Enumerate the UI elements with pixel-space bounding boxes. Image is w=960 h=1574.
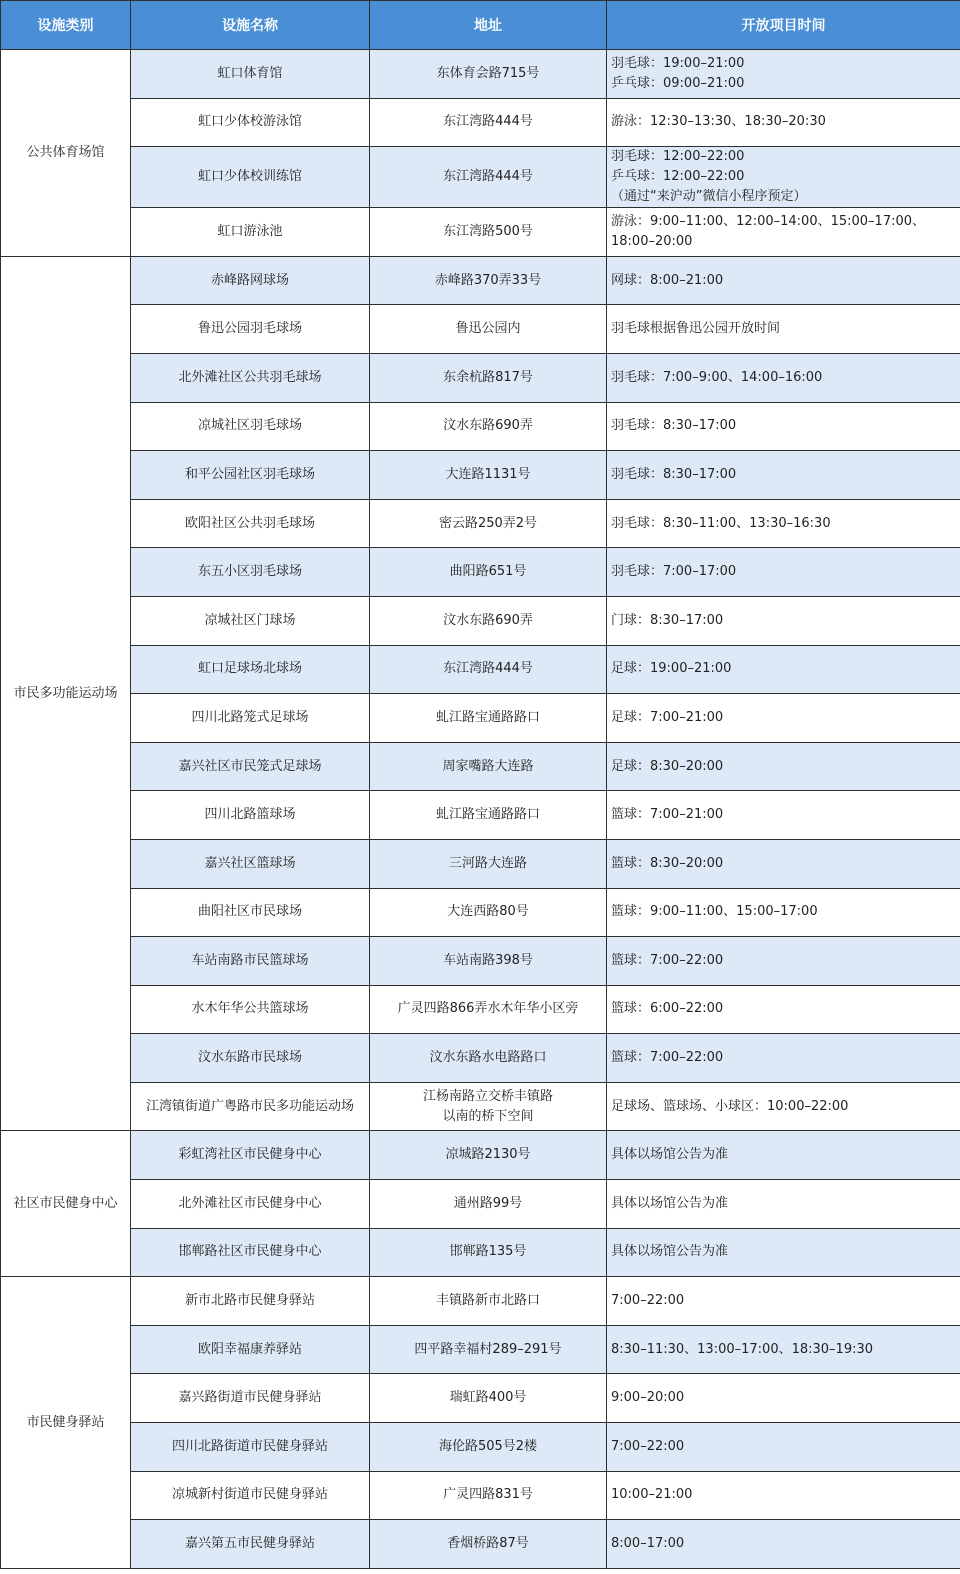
hours-line: 篮球：8:30–20:00 bbox=[611, 855, 724, 871]
address-line: 汶水东路690弄 bbox=[443, 612, 533, 628]
hours-cell bbox=[607, 596, 960, 645]
facility-name-cell: 彩虹湾社区市民健身中心 bbox=[131, 1131, 370, 1180]
address-cell bbox=[370, 402, 607, 451]
hours-line: 具体以场馆公告为准 bbox=[611, 1195, 729, 1211]
hours-line: 游泳：9:00–11:00、12:00–14:00、15:00–17:00、18:00–20:00 bbox=[611, 213, 926, 249]
facility-name-cell: 虹口少体校游泳馆 bbox=[131, 98, 370, 147]
address-line: 东江湾路500号 bbox=[443, 223, 533, 239]
address-cell bbox=[370, 98, 607, 147]
address-cell bbox=[370, 645, 607, 694]
table-row bbox=[1, 1277, 960, 1326]
table-row bbox=[1, 888, 960, 937]
facility-name-cell: 嘉兴社区市民笼式足球场 bbox=[131, 742, 370, 791]
table-row bbox=[1, 1520, 960, 1569]
hours-cell bbox=[607, 937, 960, 986]
address-line: 虬江路宝通路路口 bbox=[435, 807, 540, 823]
address-cell bbox=[370, 1034, 607, 1083]
address-cell bbox=[370, 208, 607, 257]
address-line: 东江湾路444号 bbox=[443, 114, 533, 130]
table-row bbox=[1, 937, 960, 986]
hours-cell bbox=[607, 1325, 960, 1374]
address-line: 大连西路80号 bbox=[447, 904, 529, 920]
category-cell: 社区市民健身中心 bbox=[1, 1131, 131, 1277]
address-cell bbox=[370, 742, 607, 791]
address-cell bbox=[370, 1228, 607, 1277]
facility-name-cell: 欧阳社区公共羽毛球场 bbox=[131, 499, 370, 548]
hours-cell bbox=[607, 1374, 960, 1423]
facility-name-cell: 邯郸路社区市民健身中心 bbox=[131, 1228, 370, 1277]
address-line: 虬江路宝通路路口 bbox=[435, 709, 540, 725]
address-cell bbox=[370, 888, 607, 937]
address-cell bbox=[370, 1180, 607, 1229]
hours-line: 羽毛球根据鲁迅公园开放时间 bbox=[611, 321, 781, 337]
facility-name-cell: 嘉兴第五市民健身驿站 bbox=[131, 1520, 370, 1569]
address-cell bbox=[370, 451, 607, 500]
hours-line: 9:00–20:00 bbox=[611, 1390, 685, 1406]
hours-line: 足球场、篮球场、小球区：10:00–22:00 bbox=[611, 1098, 849, 1114]
address-line: 密云路250弄2号 bbox=[438, 515, 538, 531]
hours-cell bbox=[607, 742, 960, 791]
table-row bbox=[1, 499, 960, 548]
address-line: 大连路1131号 bbox=[445, 466, 531, 482]
hours-cell bbox=[607, 451, 960, 500]
table-row bbox=[1, 147, 960, 208]
hours-line: 8:00–17:00 bbox=[611, 1536, 685, 1552]
hours-cell bbox=[607, 402, 960, 451]
table-row bbox=[1, 1374, 960, 1423]
facility-name-cell: 北外滩社区市民健身中心 bbox=[131, 1180, 370, 1229]
table-row bbox=[1, 1228, 960, 1277]
hours-cell bbox=[607, 694, 960, 743]
hours-cell bbox=[607, 256, 960, 305]
header-name: 设施名称 bbox=[131, 1, 370, 50]
hours-line: 羽毛球：12:00–22:00 bbox=[611, 149, 745, 165]
hours-line: 羽毛球：7:00–9:00、14:00–16:00 bbox=[611, 369, 823, 385]
hours-cell bbox=[607, 985, 960, 1034]
address-cell bbox=[370, 548, 607, 597]
hours-line: 篮球：7:00–22:00 bbox=[611, 1050, 724, 1066]
table-row bbox=[1, 1180, 960, 1229]
table-row bbox=[1, 1325, 960, 1374]
address-cell bbox=[370, 147, 607, 208]
hours-cell bbox=[607, 1423, 960, 1472]
hours-cell bbox=[607, 50, 960, 99]
hours-line: 乒乓球：09:00–21:00 bbox=[611, 75, 745, 91]
address-cell bbox=[370, 839, 607, 888]
facility-name-cell: 汶水东路市民球场 bbox=[131, 1034, 370, 1083]
hours-cell bbox=[607, 548, 960, 597]
address-cell bbox=[370, 1471, 607, 1520]
address-line: 瑞虹路400号 bbox=[449, 1390, 527, 1406]
hours-line: 10:00–21:00 bbox=[611, 1487, 693, 1503]
hours-line: 篮球：7:00–21:00 bbox=[611, 807, 724, 823]
hours-cell bbox=[607, 1131, 960, 1180]
table-row bbox=[1, 1423, 960, 1472]
facility-name-cell: 凉城社区羽毛球场 bbox=[131, 402, 370, 451]
facility-name-cell: 凉城新村街道市民健身驿站 bbox=[131, 1471, 370, 1520]
table-row bbox=[1, 742, 960, 791]
facility-name-cell: 嘉兴社区篮球场 bbox=[131, 839, 370, 888]
hours-line: 羽毛球：7:00–17:00 bbox=[611, 564, 737, 580]
hours-line: 门球：8:30–17:00 bbox=[611, 612, 724, 628]
hours-line: 羽毛球：8:30–17:00 bbox=[611, 418, 737, 434]
facility-name-cell: 欧阳幸福康养驿站 bbox=[131, 1325, 370, 1374]
address-line: 东江湾路444号 bbox=[443, 661, 533, 677]
hours-line: 网球：8:00–21:00 bbox=[611, 272, 724, 288]
hours-line: 7:00–22:00 bbox=[611, 1293, 685, 1309]
address-cell bbox=[370, 596, 607, 645]
address-cell bbox=[370, 1131, 607, 1180]
hours-cell bbox=[607, 208, 960, 257]
address-cell bbox=[370, 985, 607, 1034]
hours-line: 篮球：6:00–22:00 bbox=[611, 1001, 724, 1017]
address-line: 香烟桥路87号 bbox=[447, 1536, 529, 1552]
address-line: 广灵四路866弄水木年华小区旁 bbox=[397, 1001, 579, 1017]
address-cell bbox=[370, 305, 607, 354]
address-line: 东余杭路817号 bbox=[443, 369, 533, 385]
facility-name-cell: 水木年华公共篮球场 bbox=[131, 985, 370, 1034]
address-line: 广灵四路831号 bbox=[443, 1487, 533, 1503]
facility-name-cell: 赤峰路网球场 bbox=[131, 256, 370, 305]
address-cell bbox=[370, 1082, 607, 1131]
facility-name-cell: 和平公园社区羽毛球场 bbox=[131, 451, 370, 500]
hours-line: 足球：19:00–21:00 bbox=[611, 661, 732, 677]
facility-name-cell: 四川北路街道市民健身驿站 bbox=[131, 1423, 370, 1472]
address-cell bbox=[370, 1325, 607, 1374]
address-cell bbox=[370, 1423, 607, 1472]
address-line: 汶水东路水电路路口 bbox=[429, 1050, 547, 1066]
address-line: 三河路大连路 bbox=[448, 855, 527, 871]
table-row bbox=[1, 1471, 960, 1520]
address-line: 海伦路505号2楼 bbox=[438, 1438, 538, 1454]
hours-cell bbox=[607, 353, 960, 402]
address-line: 凉城路2130号 bbox=[445, 1147, 531, 1163]
hours-line: 篮球：9:00–11:00、15:00–17:00 bbox=[611, 904, 818, 920]
facility-name-cell: 江湾镇街道广粤路市民多功能运动场 bbox=[131, 1082, 370, 1131]
header-hours: 开放项目时间 bbox=[607, 1, 960, 50]
address-cell bbox=[370, 1520, 607, 1569]
hours-line: 羽毛球：19:00–21:00 bbox=[611, 55, 745, 71]
hours-cell bbox=[607, 147, 960, 208]
hours-cell bbox=[607, 1082, 960, 1131]
hours-cell bbox=[607, 1277, 960, 1326]
header-row bbox=[1, 1, 960, 50]
table-row bbox=[1, 839, 960, 888]
table-row bbox=[1, 645, 960, 694]
hours-line: 篮球：7:00–22:00 bbox=[611, 952, 724, 968]
hours-cell bbox=[607, 1034, 960, 1083]
hours-cell bbox=[607, 499, 960, 548]
table-row bbox=[1, 791, 960, 840]
address-line: 曲阳路651号 bbox=[449, 564, 527, 580]
hours-line: 8:30–11:30、13:00–17:00、18:30–19:30 bbox=[611, 1341, 874, 1357]
facility-name-cell: 新市北路市民健身驿站 bbox=[131, 1277, 370, 1326]
address-cell bbox=[370, 1277, 607, 1326]
hours-line: 具体以场馆公告为准 bbox=[611, 1244, 729, 1260]
table-row bbox=[1, 985, 960, 1034]
address-line: 江杨南路立交桥丰镇路 bbox=[422, 1088, 553, 1104]
facility-name-cell: 嘉兴路街道市民健身驿站 bbox=[131, 1374, 370, 1423]
address-line: 汶水东路690弄 bbox=[443, 418, 533, 434]
address-cell bbox=[370, 50, 607, 99]
hours-line: 具体以场馆公告为准 bbox=[611, 1147, 729, 1163]
address-cell bbox=[370, 1374, 607, 1423]
table-row bbox=[1, 1131, 960, 1180]
address-cell bbox=[370, 353, 607, 402]
address-line: 车站南路398号 bbox=[443, 952, 533, 968]
table-row bbox=[1, 402, 960, 451]
category-cell: 公共体育场馆 bbox=[1, 50, 131, 257]
hours-line: 乒乓球：12:00–22:00 bbox=[611, 169, 745, 185]
facility-name-cell: 东五小区羽毛球场 bbox=[131, 548, 370, 597]
table-row bbox=[1, 208, 960, 257]
table-row bbox=[1, 305, 960, 354]
hours-cell bbox=[607, 839, 960, 888]
hours-line: 游泳：12:30–13:30、18:30–20:30 bbox=[611, 114, 826, 130]
table-row bbox=[1, 353, 960, 402]
header-category: 设施类别 bbox=[1, 1, 131, 50]
address-cell bbox=[370, 256, 607, 305]
table-row bbox=[1, 451, 960, 500]
facility-name-cell: 车站南路市民篮球场 bbox=[131, 937, 370, 986]
table-row bbox=[1, 98, 960, 147]
category-cell: 市民多功能运动场 bbox=[1, 256, 131, 1131]
hours-line: （通过“来沪动”微信小程序预定） bbox=[611, 189, 807, 205]
facility-name-cell: 鲁迅公园羽毛球场 bbox=[131, 305, 370, 354]
table-row bbox=[1, 256, 960, 305]
hours-cell bbox=[607, 1228, 960, 1277]
address-cell bbox=[370, 499, 607, 548]
hours-line: 足球：8:30–20:00 bbox=[611, 758, 724, 774]
table-row bbox=[1, 1034, 960, 1083]
address-line: 周家嘴路大连路 bbox=[442, 758, 534, 774]
hours-cell bbox=[607, 1520, 960, 1569]
hours-line: 7:00–22:00 bbox=[611, 1438, 685, 1454]
facility-name-cell: 四川北路篮球场 bbox=[131, 791, 370, 840]
hours-cell bbox=[607, 305, 960, 354]
table-row bbox=[1, 50, 960, 99]
hours-cell bbox=[607, 1180, 960, 1229]
table-row bbox=[1, 694, 960, 743]
header-address: 地址 bbox=[370, 1, 607, 50]
table-row bbox=[1, 548, 960, 597]
category-cell: 市民健身驿站 bbox=[1, 1277, 131, 1569]
hours-line: 羽毛球：8:30–11:00、13:30–16:30 bbox=[611, 515, 831, 531]
address-line: 通州路99号 bbox=[453, 1195, 523, 1211]
facility-name-cell: 虹口体育馆 bbox=[131, 50, 370, 99]
facility-name-cell: 虹口足球场北球场 bbox=[131, 645, 370, 694]
hours-cell bbox=[607, 645, 960, 694]
hours-cell bbox=[607, 98, 960, 147]
facility-name-cell: 曲阳社区市民球场 bbox=[131, 888, 370, 937]
address-line: 四平路幸福村289–291号 bbox=[414, 1341, 562, 1357]
address-cell bbox=[370, 937, 607, 986]
address-line: 以南的桥下空间 bbox=[442, 1108, 534, 1124]
hours-line: 足球：7:00–21:00 bbox=[611, 709, 724, 725]
facility-name-cell: 凉城社区门球场 bbox=[131, 596, 370, 645]
facility-name-cell: 虹口游泳池 bbox=[131, 208, 370, 257]
address-line: 东体育会路715号 bbox=[436, 65, 540, 81]
address-line: 鲁迅公园内 bbox=[455, 321, 521, 337]
address-line: 丰镇路新市北路口 bbox=[435, 1293, 540, 1309]
hours-cell bbox=[607, 791, 960, 840]
address-line: 东江湾路444号 bbox=[443, 169, 533, 185]
address-line: 邯郸路135号 bbox=[449, 1244, 527, 1260]
table-body bbox=[1, 50, 960, 1569]
hours-cell bbox=[607, 1471, 960, 1520]
hours-line: 羽毛球：8:30–17:00 bbox=[611, 466, 737, 482]
address-cell bbox=[370, 694, 607, 743]
address-cell bbox=[370, 791, 607, 840]
table-row bbox=[1, 596, 960, 645]
facility-name-cell: 虹口少体校训练馆 bbox=[131, 147, 370, 208]
facility-name-cell: 北外滩社区公共羽毛球场 bbox=[131, 353, 370, 402]
table-row bbox=[1, 1082, 960, 1131]
address-line: 赤峰路370弄33号 bbox=[434, 272, 542, 288]
facility-name-cell: 四川北路笼式足球场 bbox=[131, 694, 370, 743]
hours-cell bbox=[607, 888, 960, 937]
